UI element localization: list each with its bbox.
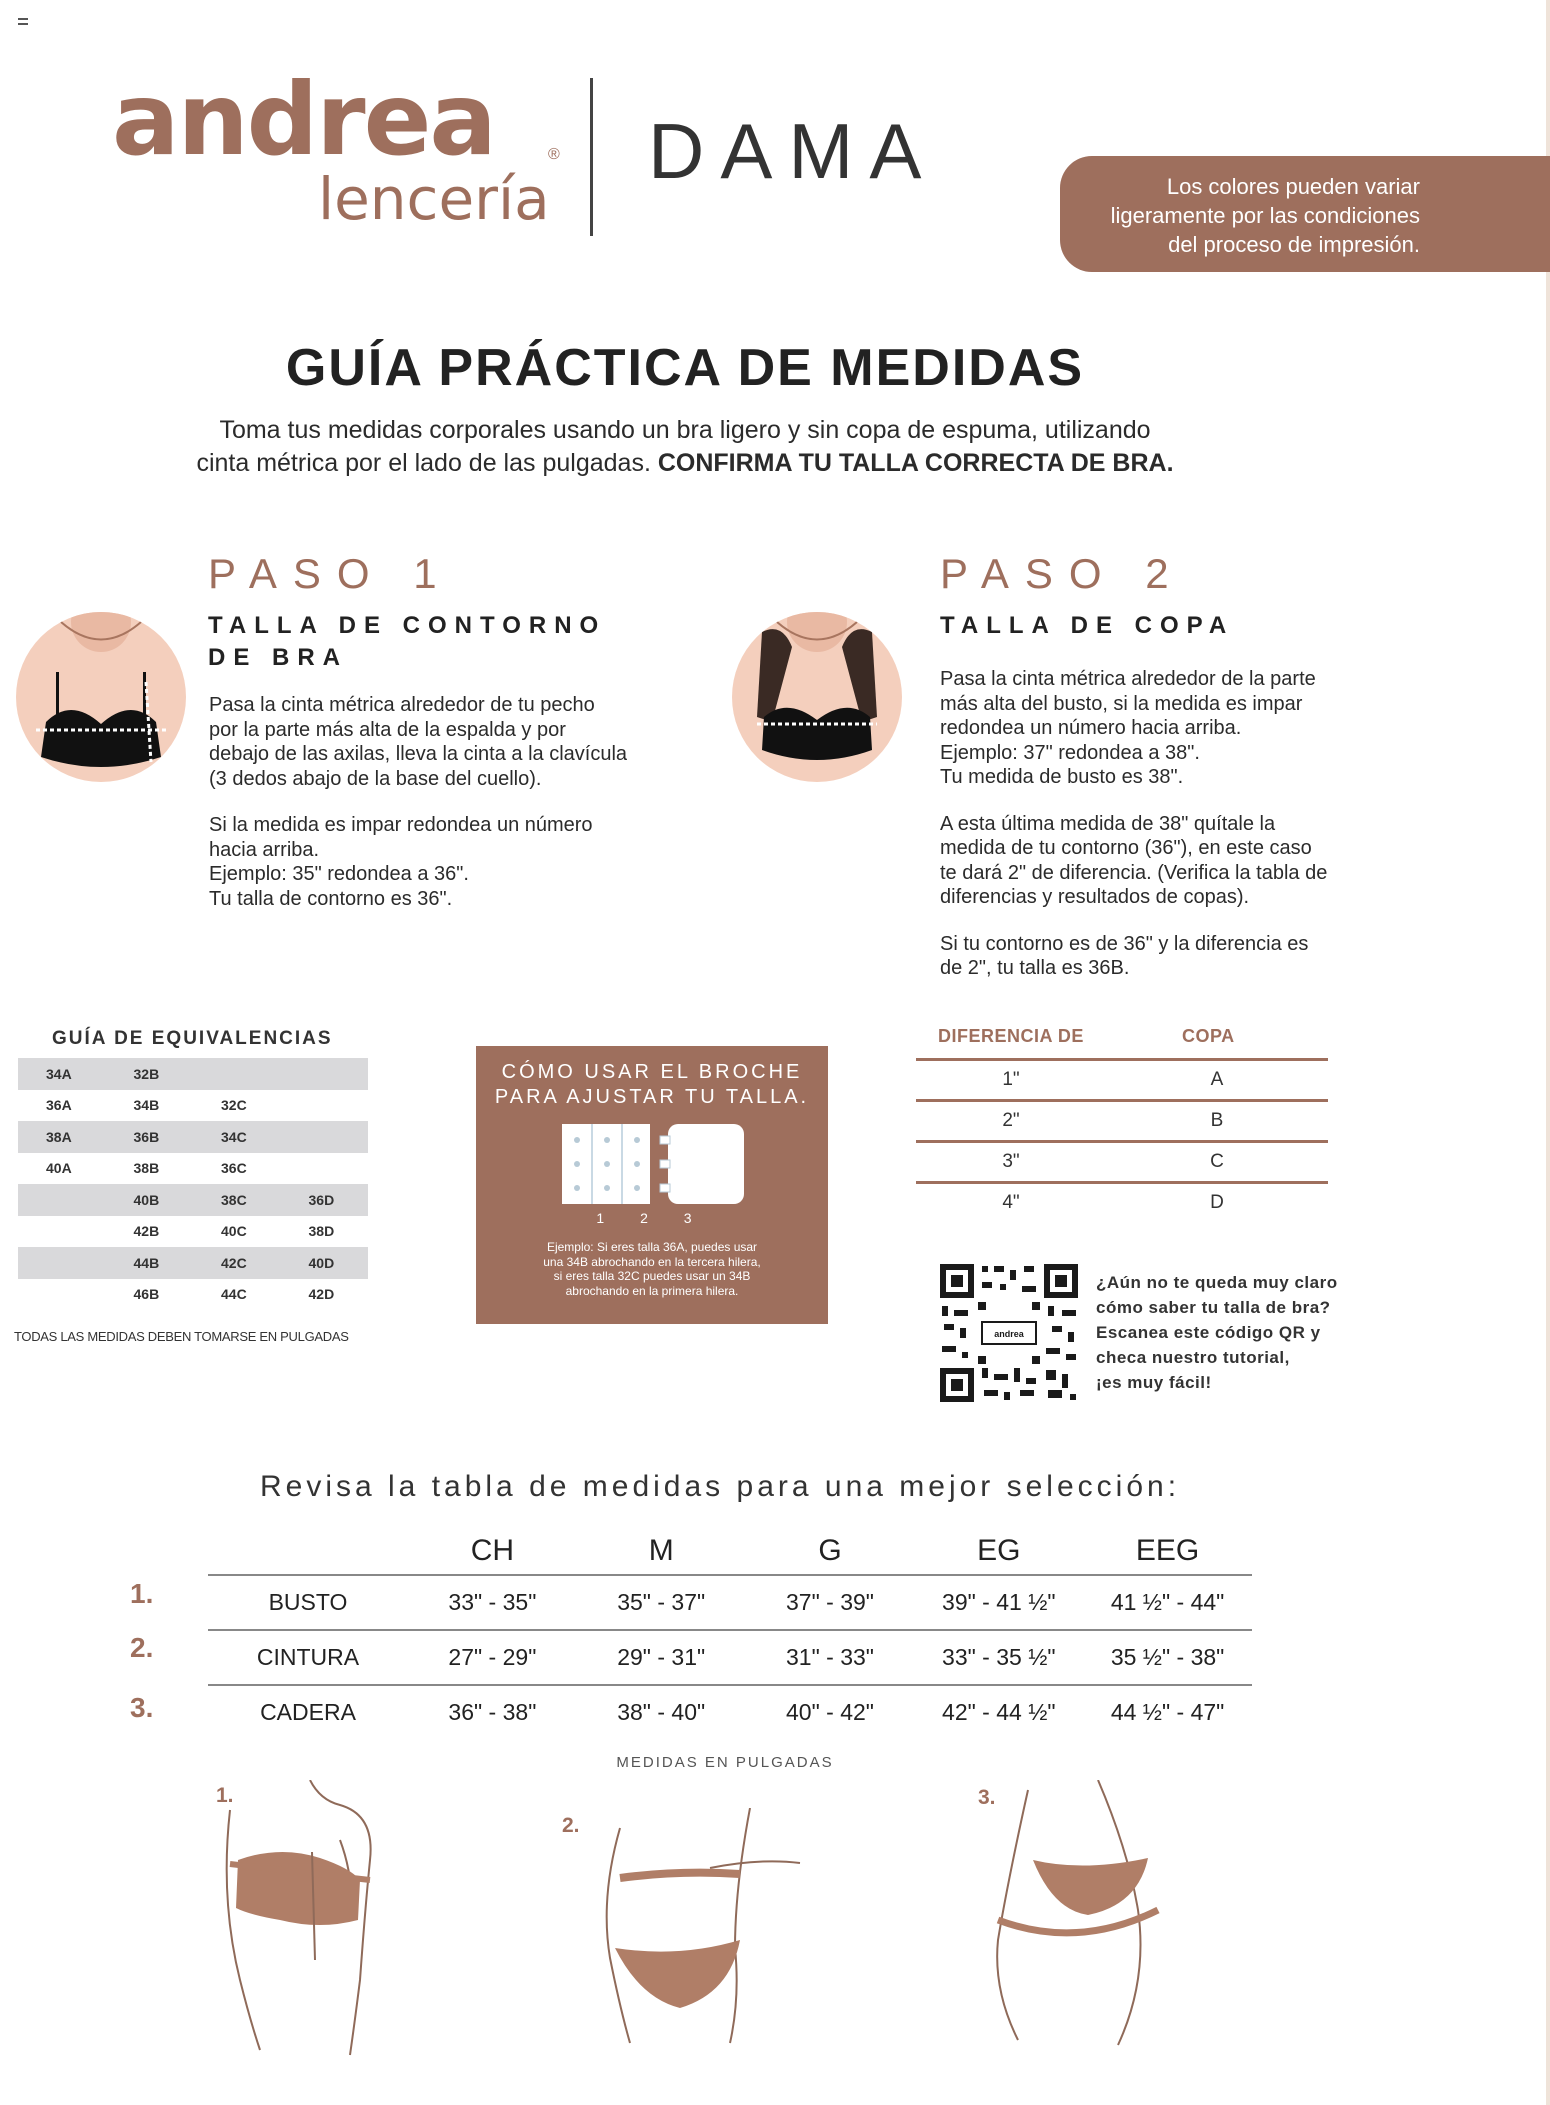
table-cell: 42" - 44 ½" [942,1699,1056,1725]
table-row [18,1247,368,1279]
table-cell: 29" - 31" [617,1644,706,1670]
table-row [208,1576,1252,1631]
table-cell: 27" - 29" [448,1644,537,1670]
table-header [916,1026,1328,1058]
table-cell: 38C [221,1191,247,1208]
text-line: (3 dedos abajo de la base del cuello). [209,767,542,790]
text-line: Pasa la cinta métrica alrededor de tu pecho [209,694,595,716]
text-line: Ejemplo: 35" redondea a 36". [209,863,469,885]
cup-difference-table [916,1026,1328,1222]
table-cell: 36B [133,1128,160,1145]
intro-line: Toma tus medidas corporales usando un bra ligero y sin copa de espuma, utilizando [219,416,1151,444]
text-line: ¿Aún no te queda muy claro [1096,1273,1338,1292]
header-cup: COPA [1182,1026,1235,1046]
text-line: de 2", tu talla es 36B. [940,957,1130,979]
registered-mark: ® [548,146,560,163]
equivalence-note: TODAS LAS MEDIDAS DEBEN TOMARSE EN PULGADAS [14,1329,349,1344]
table-row [18,1216,368,1248]
brand-sub-logo: lencería [318,165,550,233]
hip-figure [978,1780,1178,2050]
page-edge [1546,0,1550,2105]
table-cell: 33" - 35 ½" [942,1644,1056,1670]
text-line: debajo de las axilas, lleva la cinta a la clavícula [209,743,628,765]
table-cell: 40B [133,1191,160,1208]
table-cell: 40" - 42" [786,1699,874,1725]
row-label: BUSTO [268,1589,348,1615]
row-number: 2. [130,1632,154,1663]
text-line: medida de tu contorno (36"), en este caso [940,837,1312,859]
hook-guide-example [506,1240,798,1298]
table-row [916,1058,1328,1099]
text-line: más alta del busto, si la medida es impar [940,692,1303,715]
text-line: Si tu contorno es de 36" y la diferencia es [940,932,1309,955]
text-line: Escanea este código QR y [1096,1323,1321,1342]
waist-figure [560,1808,810,2048]
text-line: Si la medida es impar redondea un número [209,814,593,836]
intro-line: cinta métrica por el lado de las pulgadas. [196,449,658,477]
measures-heading: Revisa la tabla de medidas para una mejor selección: [259,1470,1181,1503]
header-spacer [208,1534,408,1574]
table-cell: D [1210,1192,1224,1213]
table-cell: 32B [133,1065,160,1082]
table-cell: 40A [46,1160,72,1177]
figure-number: 2. [562,1814,580,1837]
step2-title: PASO 2 [940,550,1185,597]
size-header: EG [977,1534,1021,1567]
text-line: checa nuestro tutorial, [1096,1348,1290,1367]
table-cell: 34A [46,1065,72,1082]
intro-text [120,414,1250,480]
row-label: CINTURA [256,1644,360,1670]
hook-guide-title-line: CÓMO USAR EL BROCHE [501,1061,803,1083]
bust-measure-illustration [16,612,186,782]
row-number: 3. [130,1692,154,1723]
bust-figure [200,1780,420,2060]
notice-line: ligeramente por las condiciones [1110,203,1420,228]
table-cell: 42D [308,1286,335,1303]
hook-guide-title [476,1060,828,1110]
hook-and-eye-icon [560,1122,746,1206]
qr-center-label: andrea [994,1329,1024,1339]
table-cell: B [1210,1110,1224,1131]
step1-subtitle-line: TALLA DE CONTORNO [208,612,607,639]
figure-number: 1. [216,1784,234,1807]
text-line: si eres talla 32C puedes usar un 34B [553,1269,751,1283]
text-line: ¡es muy fácil! [1096,1373,1212,1392]
measures-note: MEDIDAS EN PULGADAS [616,1754,834,1771]
table-cell: 31" - 33" [786,1644,874,1670]
table-cell: A [1210,1069,1224,1090]
table-cell: 46B [133,1286,160,1303]
text-line: Pasa la cinta métrica alrededor de la parte [940,668,1316,690]
cup-measure-illustration [732,612,902,782]
table-cell: 42C [221,1254,247,1271]
hook-guide-title-line: PARA AJUSTAR TU TALLA. [494,1086,810,1108]
table-cell: 4" [1002,1192,1020,1213]
table-row [18,1121,368,1153]
table-cell: 33" - 35" [448,1589,537,1615]
table-row [916,1140,1328,1181]
notice-line: del proceso de impresión. [1168,232,1420,257]
table-cell: 38A [46,1128,72,1145]
line-title: DAMA [648,107,938,195]
table-row [916,1099,1328,1140]
hook-guide-box [476,1046,828,1324]
table-cell: 44 ½" - 47" [1110,1699,1225,1725]
qr-instructions [1096,1270,1338,1395]
table-cell: 35" - 37" [617,1589,706,1615]
page-title: GUÍA PRÁCTICA DE MEDIDAS [285,339,1085,397]
table-cell: 39" - 41 ½" [942,1589,1056,1615]
table-cell: 2" [1002,1110,1020,1131]
table-cell: 34B [133,1097,160,1114]
table-cell: 1" [1002,1069,1020,1090]
size-header: EEG [1135,1534,1200,1567]
table-cell: 37" - 39" [786,1589,874,1615]
table-cell: 32C [221,1097,247,1114]
text-line: una 34B abrochando en la tercera hilera, [543,1254,761,1269]
qr-code[interactable] [938,1262,1080,1404]
text-line: Tu medida de busto es 38". [940,766,1184,788]
text-line: hacia arriba. [209,838,320,861]
step2-subtitle: TALLA DE COPA [940,612,1235,639]
table-row [18,1058,368,1090]
brand-logo: andrea [112,61,495,178]
notice-line: Los colores pueden variar [1166,174,1420,199]
table-cell: 42B [133,1223,160,1240]
table-cell: C [1210,1151,1224,1172]
text-line: abrochando en la primera hilera. [565,1283,739,1298]
table-row [208,1631,1252,1686]
hook-row-numbers: 1 2 3 [596,1210,708,1226]
table-row [18,1279,368,1311]
table-cell: 44C [221,1286,247,1303]
table-cell: 35 ½" - 38" [1110,1644,1225,1670]
table-cell: 36" - 38" [448,1699,537,1725]
table-cell: 40D [308,1254,335,1271]
menu-icon[interactable] [18,18,28,28]
table-cell: 41 ½" - 44" [1110,1589,1225,1615]
logo-divider [590,78,593,236]
table-cell: 38D [308,1223,335,1240]
table-row [18,1153,368,1185]
table-cell: 36D [308,1191,335,1208]
table-cell: 34C [221,1128,247,1145]
text-line: diferencias y resultados de copas). [940,886,1250,908]
table-cell: 36A [46,1097,72,1114]
size-chart-table [208,1534,1252,1739]
header-difference: DIFERENCIA DE [938,1026,1084,1046]
step1-subtitle [208,610,606,674]
text-line: por la parte más alta de la espalda y por [209,718,566,741]
table-row [916,1181,1328,1222]
figure-number: 3. [978,1786,996,1809]
row-number: 1. [130,1578,154,1609]
text-line: Tu talla de contorno es 36". [209,887,453,910]
table-cell: 38" - 40" [617,1699,706,1725]
table-row [18,1090,368,1122]
size-header: CH [470,1534,515,1567]
table-cell: 36C [221,1160,247,1177]
row-label: CADERA [260,1699,356,1725]
table-cell: 38B [133,1160,160,1177]
text-line: redondea un número hacia arriba. [940,717,1242,739]
equivalence-table [18,1058,368,1310]
table-row [208,1686,1252,1739]
equivalence-title: GUÍA DE EQUIVALENCIAS [52,1028,333,1049]
step1-title: PASO 1 [208,550,453,597]
size-header: G [818,1534,842,1567]
intro-emphasis: CONFIRMA TU TALLA CORRECTA DE BRA. [657,449,1174,477]
text-line: A esta última medida de 38" quítale la [940,812,1276,835]
print-notice [1060,156,1550,272]
text-line: cómo saber tu talla de bra? [1096,1298,1331,1317]
size-header: M [648,1534,674,1567]
table-row [18,1184,368,1216]
text-line: Ejemplo: Si eres talla 36A, puedes usar [546,1240,758,1254]
step2-text [940,667,1410,1003]
table-cell: 3" [1002,1151,1020,1172]
step1-text [209,693,669,933]
table-cell: 44B [133,1254,160,1271]
table-cell: 40C [221,1223,247,1240]
text-line: Ejemplo: 37" redondea a 38". [940,741,1200,764]
text-line: te dará 2" de diferencia. (Verifica la tabla de [940,861,1328,884]
table-header [208,1534,1252,1576]
step1-subtitle-line: DE BRA [208,644,349,671]
